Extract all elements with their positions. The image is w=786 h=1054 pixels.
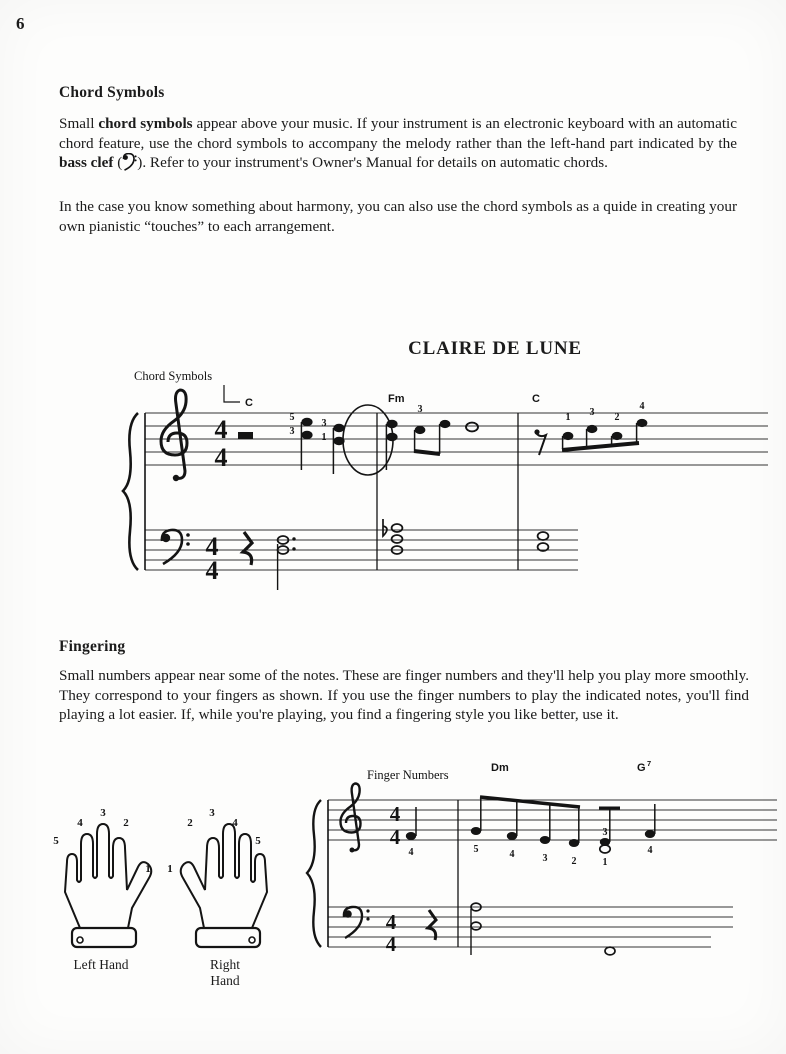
treble-clef [161,390,187,481]
chord [538,532,549,551]
section-heading-chord-symbols: Chord Symbols [59,84,165,101]
paragraph-chord-symbols-1 [59,114,737,173]
finger-number: 4 [639,401,645,412]
hand-finger-number: 1 [145,863,151,875]
flat-chord [383,519,402,554]
finger-number: 4 [647,845,653,856]
finger-number: 3 [321,418,327,429]
score-title: CLAIRE DE LUNE [408,338,582,359]
finger-number: 3 [589,407,595,418]
low-note [605,947,615,955]
hand-finger-number: 4 [77,817,83,829]
section-heading-fingering: Fingering [59,638,126,655]
chord-symbol: G [637,762,646,774]
bass-clef-icon [122,153,137,171]
finger-number: 2 [571,856,577,867]
system-brace [307,800,321,947]
beamed-notes [414,404,450,454]
finger-number: 4 [408,847,414,858]
time-signature-top: 4 [385,910,397,934]
time-signature-bottom: 4 [385,932,397,956]
time-signature-bottom: 4 [214,443,228,472]
treble-clef [341,784,361,853]
hand-finger-number: 1 [167,863,173,875]
finger-number: 3 [417,404,423,415]
time-signature-top: 4 [214,415,228,444]
para1-text: appear above your music. If your instrument is an electronic keyboard with an automatic chord feature, use the chord symbols to accompany the melody rather than the left-hand part indicated by the [59,115,737,152]
finger-number: 3 [602,827,608,838]
paragraph-chord-symbols-2: In the case you know something about harmony, you can also use the chord symbols as a quide in creating your own pianistic “touches” to each arrangement. [59,198,737,235]
hand-finger-number: 5 [255,835,261,847]
finger-numbers-score [303,755,785,1000]
finger-number: 1 [602,857,608,868]
eighth-rest [534,429,546,455]
hand-diagram [48,782,318,962]
hand-finger-number: 4 [232,817,238,829]
time-signature-bottom: 4 [389,825,401,849]
right-hand-label: Right Hand [209,957,240,988]
hand-finger-number: 2 [123,817,129,829]
chord-note-group [290,412,313,470]
bass-clef [344,907,370,938]
claire-de-lune-score [120,358,780,603]
system-brace [123,413,138,570]
chord-note-group [599,808,620,868]
finger-number: 3 [542,853,548,864]
chord-symbols-callout-label: Chord Symbols [134,369,213,383]
finger-number: 4 [509,849,515,860]
dotted-chord [278,536,296,590]
para1-text: ( [113,154,123,171]
page-number: 6 [16,14,25,33]
chord-symbol-superscript: 7 [647,759,652,768]
chord-symbol: Dm [491,762,509,774]
left-hand-outline [65,824,151,947]
hand-finger-number: 2 [187,817,193,829]
chord-symbol: C [532,393,540,405]
quarter-note [406,807,416,858]
chord-symbol: C [245,397,253,409]
quarter-rest [428,910,436,940]
bold-term-bass-clef: bass clef [59,154,114,171]
hand-finger-number: 5 [53,835,59,847]
callout-elbow-line [224,385,240,402]
finger-number: 5 [289,412,295,423]
time-signature-top: 4 [205,532,219,561]
para1-text: Small [59,115,99,132]
right-hand-outline [181,824,267,947]
chord-symbol: Fm [388,393,405,405]
hand-finger-number: 3 [209,807,215,819]
finger-number: 5 [473,844,479,855]
bold-term-chord-symbols: chord symbols [98,115,193,132]
hand-finger-number: 3 [100,807,106,819]
time-signature-bottom: 4 [205,556,219,585]
paragraph-fingering: Small numbers appear near some of the notes. These are finger numbers and they'll help you play more smoothly. They correspond to your fingers as shown. If you use the finger numbers to play the indicated notes, you'll find playing a lot easier. If, while you're playing, you find a fingering style you like better, use it. [59,667,749,723]
beamed-notes [471,797,580,867]
para1-text: ). Refer to your instrument's Owner's Manual for details on automatic chords. [137,154,608,171]
finger-number: 1 [565,412,571,423]
half-rest [238,432,253,439]
finger-number: 3 [289,426,295,437]
bass-clef [162,530,190,564]
finger-number: 1 [321,432,327,443]
finger-numbers-callout-label: Finger Numbers [367,768,449,782]
half-note [466,423,478,432]
left-hand-label: Left Hand [73,957,129,972]
finger-number: 2 [614,412,620,423]
time-signature-top: 4 [389,802,401,826]
